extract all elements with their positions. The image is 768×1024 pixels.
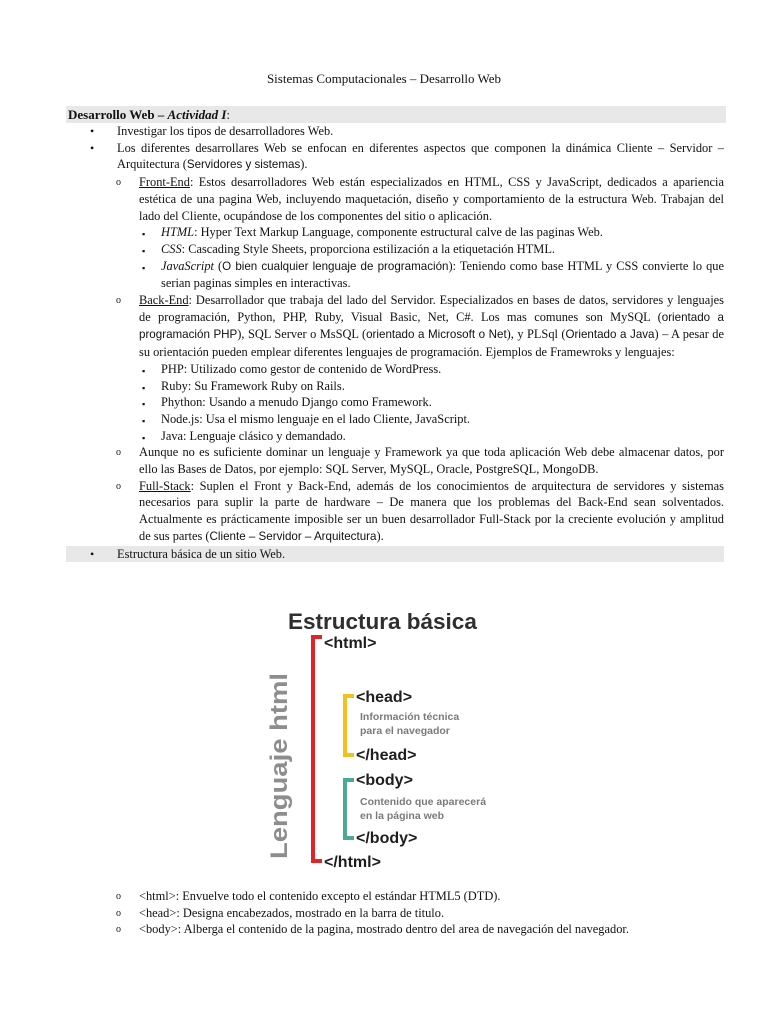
- list-item-text-end: ).: [300, 157, 308, 172]
- square-bullet-marker: ▪: [142, 229, 146, 240]
- html-tags-list: [66, 888, 724, 938]
- databases-text: Aunque no es suficiente dominar un lenguaje y Framework ya que toda aplicación Web debe almacenar datos, por ello las Bases de Datos, por ejemplo: SQL Server, MySQL, Oracle, PostgreSQL, MongoDB.: [139, 445, 724, 477]
- list-item: [66, 123, 724, 140]
- circle-bullet-marker: o: [116, 907, 121, 919]
- structure-item: [66, 546, 724, 563]
- frontend-subitem-javascript: [66, 258, 724, 292]
- html-bracket: [313, 637, 322, 861]
- square-bullet-marker: ▪: [142, 382, 146, 393]
- circle-bullet-marker: o: [116, 480, 121, 492]
- frontend-text: : Estos desarrolladores Web están especializados en HTML, CSS y JavaScript, dedicados a apariencia estética de una pagina Web, incluyendo maquetación, diseño y comportamiento de la estructura Web. Trabajan del lado del Cliente, ocupándose de los componentes del sitio o aplicación.: [139, 175, 724, 223]
- head-description-line1: Información técnica: [360, 711, 460, 723]
- head-open-tag: <head>: [356, 689, 413, 706]
- subitem-text: (: [214, 258, 223, 273]
- subitem-text: : Cascading Style Sheets, proporciona estilización a la etiquetación HTML.: [181, 241, 555, 256]
- circle-bullet-marker: o: [116, 447, 121, 459]
- backend-subitem: [66, 361, 724, 378]
- figure-vertical-label: Lenguaje html: [266, 696, 293, 859]
- databases-item: [66, 444, 724, 477]
- circle-bullet-marker: o: [116, 891, 121, 902]
- fullstack-text: : Suplen el Front y Back-End, además de los conocimientos de arquitectura de servidores y sistemas necesarios para suplir la parte de hardware – De manera que los problemas del Back-End sean solventados. Actualmente es prácticamente imposible ser un buen desarrollador Full-Stack por la creciente evolución y amplitud de sus partes (: [139, 478, 724, 543]
- tag-list-item: [66, 905, 724, 922]
- figure-diagram: [256, 603, 512, 871]
- tag-list-text: <html>: Envuelve todo el contenido excepto el estándar HTML5 (DTD).: [139, 889, 501, 903]
- square-bullet-marker: ▪: [142, 399, 146, 410]
- subitem-text-end: ): Teniendo como base HTML y CSS convierte lo que serian paginas simples en interactivas.: [161, 258, 724, 291]
- backend-highlight-2: orientado a Microsoft o Net: [366, 328, 507, 342]
- heading-activity: Actividad I: [167, 107, 227, 122]
- head-description-line2: para el navegador: [360, 725, 450, 737]
- square-bullet-marker: ▪: [142, 262, 146, 273]
- circle-bullet-marker: o: [116, 295, 121, 307]
- backend-subitem: [66, 411, 724, 428]
- fullstack-term: Full-Stack: [139, 478, 191, 493]
- bullet-marker: •: [90, 140, 95, 155]
- backend-highlight-3: Orientado a Java: [565, 328, 655, 342]
- list-item-text-highlight: Servidores y sistemas: [186, 158, 301, 172]
- backend-highlight-1: orientado a programación PHP: [139, 310, 725, 342]
- square-bullet-marker: ▪: [142, 432, 146, 443]
- body-description-line1: Contenido que aparecerá: [360, 796, 487, 808]
- list-item-text: Investigar los tipos de desarrolladores Web.: [117, 124, 334, 138]
- tag-list-item: [66, 888, 724, 905]
- backend-term: Back-End: [139, 293, 189, 308]
- square-bullet-marker: ▪: [142, 365, 146, 376]
- subitem-text: : Hyper Text Markup Language, componente estructural calve de las paginas Web.: [194, 225, 603, 240]
- backend-subitem: [66, 428, 724, 445]
- square-bullet-marker: ▪: [142, 415, 146, 426]
- subitem-term: JavaScript: [161, 258, 214, 273]
- tag-list-text: <head>: Designa encabezados, mostrado en la barra de titulo.: [139, 905, 445, 920]
- frontend-subitem-html: [66, 224, 724, 241]
- frontend-subitem-css: [66, 241, 724, 258]
- html-structure-figure: [256, 603, 512, 871]
- subitem-text-highlight: O bien cualquier lenguaje de programación: [222, 259, 449, 273]
- backend-text-4: ) – A pesar de su orientación pueden emplear diferentes lenguajes de programación. Ejemplos de Framewroks y lenguajes:: [139, 327, 725, 360]
- circle-bullet-marker: o: [116, 924, 121, 936]
- fullstack-text-end: ).: [376, 528, 384, 543]
- subitem-text: Ruby: Su Framework Ruby on Rails.: [161, 378, 345, 393]
- frontend-item: [66, 174, 724, 224]
- tag-list-item: [66, 921, 724, 938]
- html-close-tag: </html>: [324, 854, 381, 871]
- section-heading: [66, 106, 726, 123]
- figure-title: Estructura básica: [288, 609, 477, 634]
- heading-prefix: Desarrollo Web –: [68, 107, 168, 122]
- body-description-line2: en la página web: [360, 810, 445, 822]
- list-item-text: Los diferentes desarrollares Web se enfocan en diferentes aspectos que componen la dinámica Cliente – Servidor – Arquitectura (: [117, 140, 724, 172]
- backend-text-3: ), y PLSql (: [506, 327, 566, 342]
- fullstack-item: [66, 478, 724, 546]
- backend-text-2: ), SQL Server o MsSQL (: [237, 327, 367, 342]
- heading-suffix: :: [226, 107, 231, 122]
- list-item: [66, 140, 724, 174]
- backend-item: [66, 292, 724, 361]
- head-close-tag: </head>: [356, 747, 417, 764]
- subitem-term: HTML: [161, 225, 195, 240]
- subitem-text: Phython: Usando a menudo Django como Framework.: [161, 395, 432, 410]
- backend-text-1: : Desarrollador que trabaja del lado del Servidor. Especializados en bases de datos, servidores y lenguajes de programación, Python, PHP, Ruby, Visual Basic, Net, C#. Los mas comunes son MySQL (: [139, 293, 724, 324]
- fullstack-highlight: Cliente – Servidor – Arquitectura: [209, 529, 377, 543]
- backend-subitem: [66, 378, 724, 395]
- subitem-term: CSS: [161, 241, 182, 256]
- subitem-text: Java: Lenguaje clásico y demandado.: [161, 428, 346, 443]
- main-content: [66, 123, 724, 562]
- bullet-marker: •: [90, 124, 95, 138]
- backend-subitem: [66, 394, 724, 411]
- structure-item-text: Estructura básica de un sitio Web.: [117, 546, 286, 561]
- subitem-text: PHP: Utilizado como gestor de contenido de WordPress.: [161, 361, 442, 376]
- body-close-tag: </body>: [356, 830, 418, 847]
- circle-bullet-marker: o: [116, 177, 121, 189]
- frontend-term: Front-End: [139, 175, 190, 190]
- subitem-text: Node.js: Usa el mismo lenguaje en el lado Cliente, JavaScript.: [161, 411, 471, 426]
- bullet-marker: •: [90, 546, 95, 561]
- body-bracket: [345, 780, 354, 838]
- document-title: Sistemas Computacionales – Desarrollo Web: [266, 71, 502, 86]
- html-open-tag: <html>: [324, 635, 377, 652]
- square-bullet-marker: ▪: [142, 245, 146, 256]
- tag-list-text: <body>: Alberga el contenido de la pagina, mostrado dentro del area de navegación del navegador.: [139, 922, 629, 937]
- body-open-tag: <body>: [356, 772, 413, 789]
- head-bracket: [345, 696, 354, 755]
